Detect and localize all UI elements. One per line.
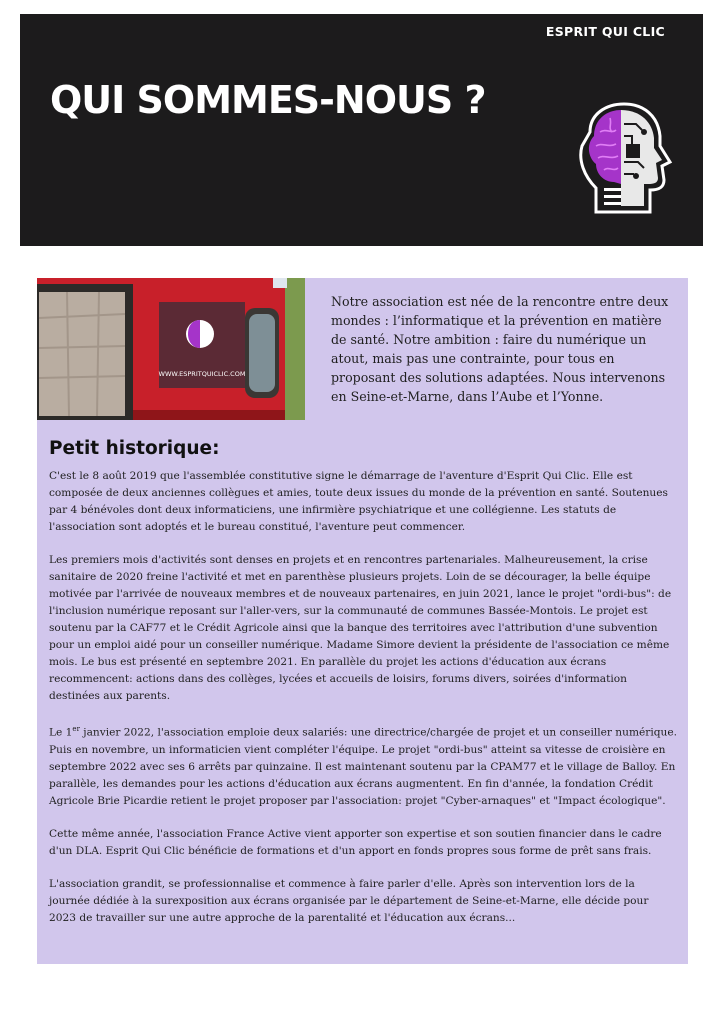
red-bus-photo xyxy=(37,278,305,420)
brand-name: ESPRIT QUI CLIC xyxy=(545,24,665,39)
bus-sign-url: WWW.ESPRITQUICLIC.COM xyxy=(158,370,246,378)
paragraph: C'est le 8 août 2019 que l'assemblée constitutive signe le démarrage de l'aventure d'Esprit Qui Clic. Elle est composée de deux anciennes collègues et amies, toute deux issues du monde de la prévention en santé. Soutenues par 4 bénévoles dont deux informaticiens, une infirmière psychiatrique et une collégienne. Les statuts de l'association sont adoptés et le bureau constitué, l'aventure peut commencer. xyxy=(49,470,668,533)
paragraph-rest: janvier 2022, l'association emploie deux salariés: une directrice/chargée de projet et un conseiller numérique. Puis en novembre, un informaticien vient compléter l'équipe. Le projet "ordi-bus" atteint sa vitesse de croisière en septembre 2022 avec ses 6 arrêts par quinzaine. Il est maintenant soutenu par la CPAM77 et le village de Balloy. En parallèle, les demandes pour les actions d'éducation aux écrans augmentent. En fin d'année, la fondation Crédit Agricole Brie Picardie retient le projet proposer par l'association: projet "Cyber-arnaques" et "Impact écologique". xyxy=(49,726,677,807)
ordinal-sup: er xyxy=(72,725,80,733)
brain-circuit-head-icon xyxy=(566,102,674,218)
intro-text: Notre association est née de la rencontre entre deux mondes : l’informatique et la prévention en matière de santé. Notre ambition : faire du numérique un atout, mais pas une contrainte, pour tous en proposant des solutions adaptées. Nous intervenons en Seine-et-Marne, dans l’Aube et l’Yonne. xyxy=(331,294,669,404)
paragraph: L'association grandit, se professionnalise et commence à faire parler d'elle. Après son intervention lors de la journée dédiée à la surexposition aux écrans organisée par le département de Seine-et-Marne, elle décide pour 2023 de travailler sur une autre approche de la parentalité et l'éducation aux écrans... xyxy=(49,877,649,924)
history-text xyxy=(49,468,677,943)
content-panel xyxy=(37,278,688,964)
paragraph-start: Le 1 xyxy=(49,726,73,739)
paragraph: Les premiers mois d'activités sont denses en projets et en rencontres partenariales. Malheureusement, la crise sanitaire de 2020 freine l'activité et met en parenthèse plusieurs projets. Loin de se décourager, la belle équipe motivée par l'arrivée de nouveaux membres et de nouveaux partenaires, en juin 2021, lance le projet "ordi-bus": de l'inclusion numérique reposant sur l'aller-vers, sur la communauté de communes Bassée-Montois. Le projet est soutenu par la CAF77 et le Crédit Agricole ainsi que la banque des territoires avec l'attribution d'une subvention pour un emploi aidé pour un conseiller numérique. Madame Simore devient la présidente de l'association ce même mois. Le bus est présenté en septembre 2021. En parallèle du projet les actions d'éducation aux écrans recommencent: actions dans des collèges, lycées et accueils de loisirs, forums divers, soirées d'information destinées aux parents. xyxy=(49,554,672,702)
paragraph: Cette même année, l'association France Active vient apporter son expertise et son soutien financier dans le cadre d'un DLA. Esprit Qui Clic bénéficie de formations et d'un apport en fonds propres sous forme de prêt sans frais. xyxy=(49,827,662,857)
page-title: QUI SOMMES-NOUS ? xyxy=(50,78,486,122)
paragraph xyxy=(49,721,677,810)
section-title: Petit historique: xyxy=(49,438,220,459)
header-banner xyxy=(20,14,703,246)
